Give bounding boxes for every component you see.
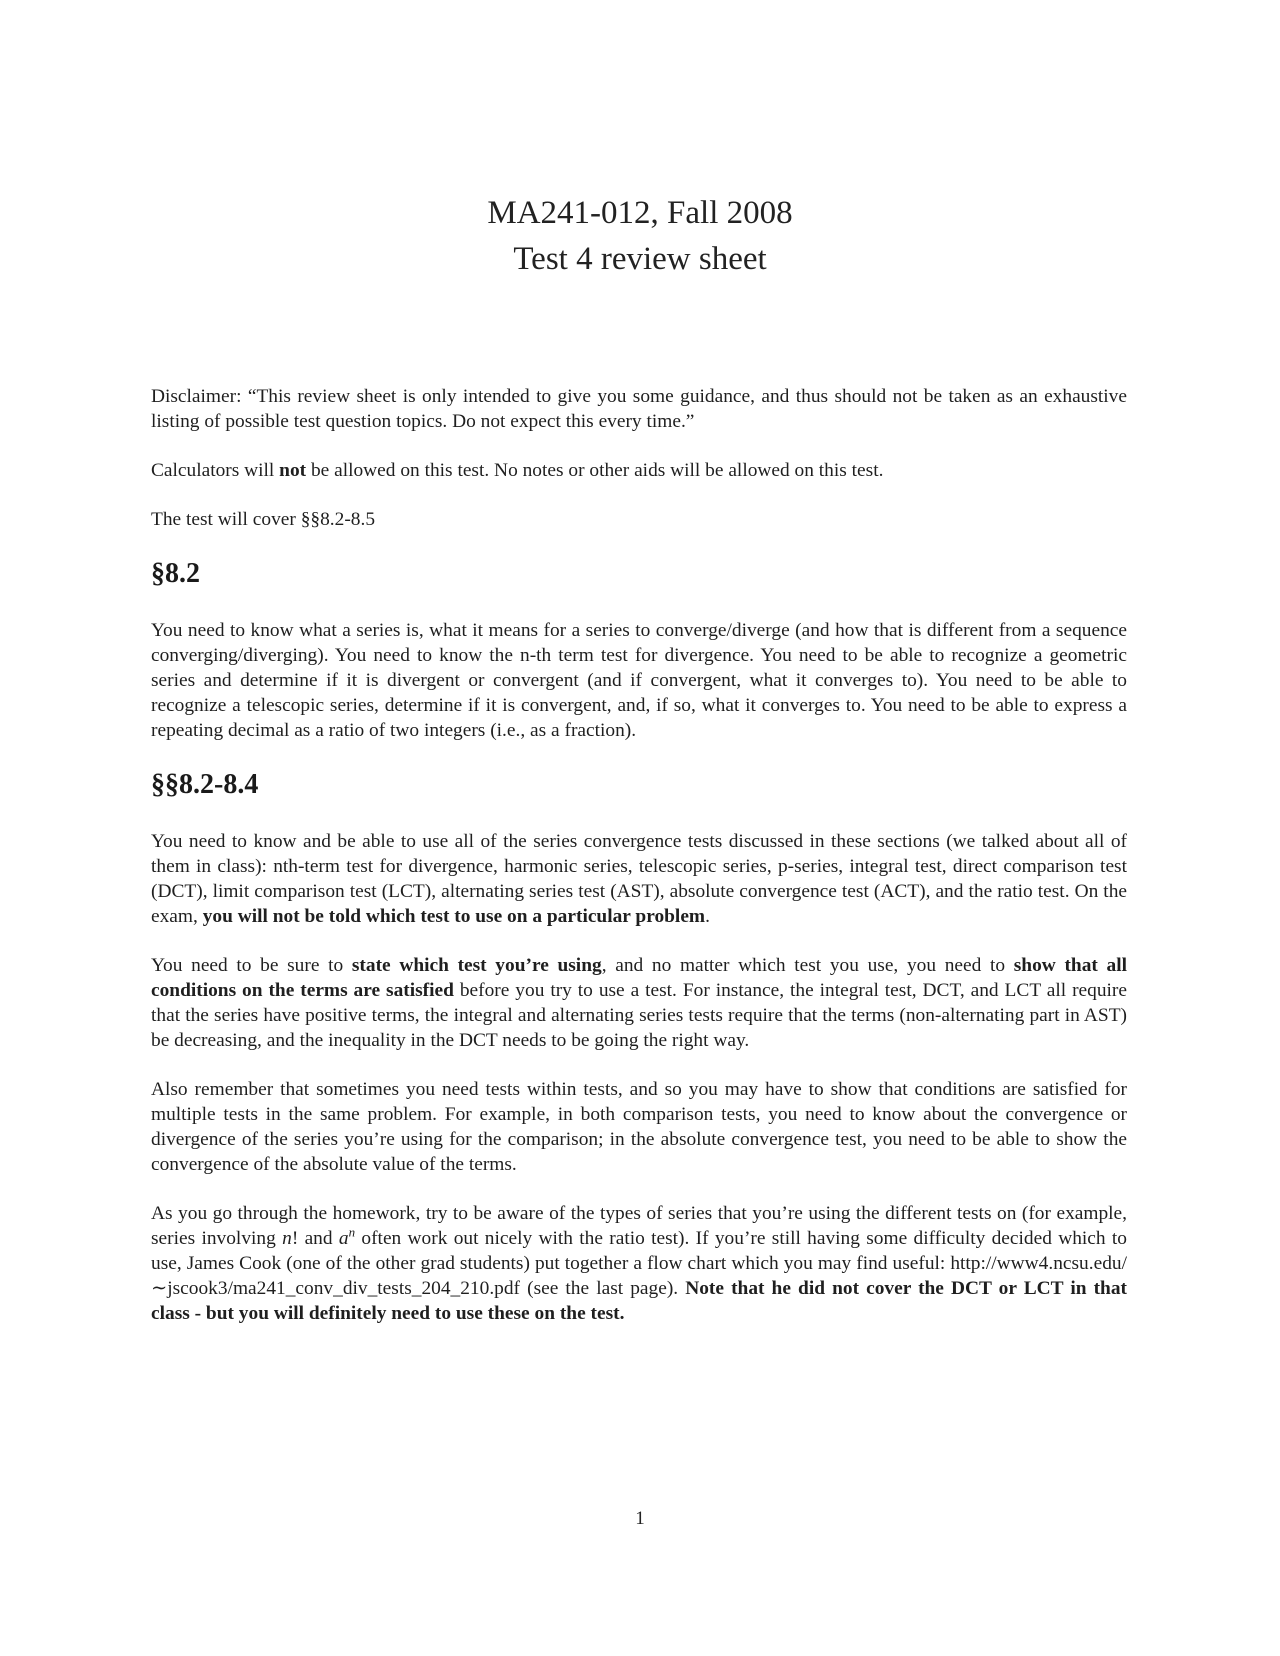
title-subtitle: Test 4 review sheet <box>513 241 767 277</box>
section-heading-8-2-8-4: §§8.2-8.4 <box>151 769 259 800</box>
document-title <box>0 190 1280 282</box>
calculators-text-end: be allowed on this test. No notes or other aids will be allowed on this test. <box>306 460 884 481</box>
calculators-not-emphasis: not <box>279 460 307 481</box>
homework-factorial: ! and <box>291 1228 339 1249</box>
section-heading-8-2: §8.2 <box>151 558 200 589</box>
title-course: MA241-012, Fall 2008 <box>487 195 793 231</box>
math-a: a <box>338 1228 349 1249</box>
homework-text-a: As you go through the homework, try to be aware of the types of series that you’re using the different tests on (for example, series involving <box>151 1203 1127 1249</box>
page-number: 1 <box>635 1508 645 1529</box>
tests-paragraph <box>151 829 1127 929</box>
disclaimer-paragraph: Disclaimer: “This review sheet is only intended to give you some guidance, and thus should not be taken as an exhaustive listing of possible test question topics. Do not expect this every time.” <box>151 386 1127 432</box>
tests-text: You need to know and be able to use all of the series convergence tests discussed in these sections (we talked about all of them in class): nth-term test for divergence, harmonic series, telescopic series, p-series, integral test, direct comparison test (DCT), limit comparison test (LCT), alternating series test (AST), absolute convergence test (ACT), and the ratio test. On the exam, <box>151 831 1127 927</box>
calculators-paragraph <box>151 458 1127 483</box>
conditions-text-e: before you try to use a test. For instance, the integral test, DCT, and LCT all require that the series have positive terms, the integral and alternating series tests require that the terms (non-alternating part in AST) be decreasing, and the inequality in the DCT needs to be going the right way. <box>151 980 1127 1051</box>
conditions-emphasis-state-test: state which test you’re using <box>351 955 602 976</box>
homework-emphasis-note: Note that he did not cover the DCT or LCT in that class - but you will definitely need to use these on the test. <box>151 1278 1127 1324</box>
math-n: n <box>282 1228 292 1249</box>
tests-within-tests-paragraph: Also remember that sometimes you need tests within tests, and so you may have to show that conditions are satisfied for multiple tests in the same problem. For example, in both comparison tests, you need to know about the convergence or divergence of the series you’re using for the comparison; in the absolute convergence test, you need to be able to show the convergence of the absolute value of the terms. <box>151 1079 1127 1175</box>
tests-period: . <box>705 906 710 927</box>
conditions-text-c: , and no matter which test you use, you need to <box>601 955 1014 976</box>
section-8-2-body: You need to know what a series is, what it means for a series to converge/diverge (and how that is different from a sequence converging/diverging). You need to know the n-th term test for divergence. You need to be able to recognize a geometric series and determine if it is divergent or convergent (and if convergent, what it converges to). You need to be able to recognize a telescopic series, determine if it is convergent, and, if so, what it converges to. You need to be able to express a repeating decimal as a ratio of two integers (i.e., as a fraction). <box>151 620 1127 741</box>
homework-paragraph <box>151 1201 1127 1326</box>
homework-text-b: often work out nicely with the ratio test). If you’re still having some difficulty decided which to use, James Cook (one of the other grad students) put together a flow chart which you may find useful: http://www4.ncsu.edu/∼jscook3/ma241_conv_div_tests_204_210.pdf (see the last page). <box>151 1228 1127 1299</box>
document-body <box>151 384 1127 1350</box>
conditions-text-a: You need to be sure to <box>151 955 352 976</box>
calculators-text-start: Calculators will <box>151 460 280 481</box>
conditions-emphasis-show-conditions: show that all conditions on the terms are satisfied <box>151 955 1127 1001</box>
tests-emphasis: you will not be told which test to use on a particular problem <box>202 906 706 927</box>
coverage-paragraph: The test will cover §§8.2-8.5 <box>151 509 376 530</box>
conditions-paragraph <box>151 953 1127 1053</box>
math-superscript-n: n <box>348 1224 356 1240</box>
